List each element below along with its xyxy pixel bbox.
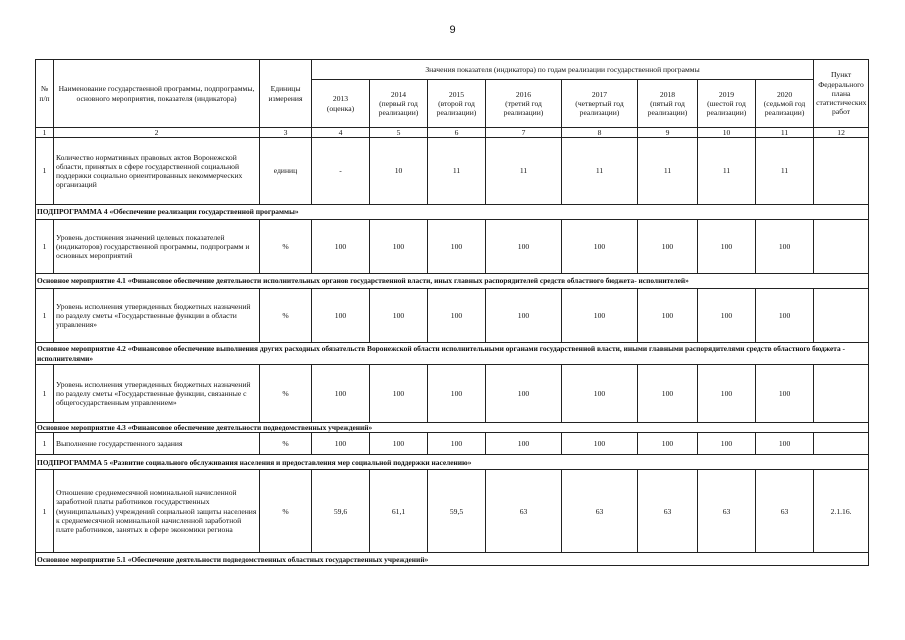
value-cell: 100: [428, 220, 486, 274]
indicator-name: Количество нормативных правовых актов Воронежской области, принятых в сфере государственной социальной поддержки социально ориентированных некоммерческих организаций: [54, 138, 260, 205]
row-number: 1: [36, 220, 54, 274]
table-row: [36, 470, 869, 553]
value-cell: 11: [698, 138, 756, 205]
value-cell: 100: [698, 220, 756, 274]
table-row: [36, 220, 869, 274]
value-cell: 63: [698, 470, 756, 553]
unit-cell: %: [260, 433, 312, 455]
section-title: Основное мероприятие 4.2 «Финансовое обеспечение выполнения других расходных обязательств Воронежской области исполнительными органами государственной власти, иными главными распорядителями средств областного бюджета - исполнителями»: [36, 343, 869, 365]
table-row: [36, 433, 869, 455]
fed-plan-cell: [814, 365, 869, 423]
value-cell: 11: [756, 138, 814, 205]
section-title: ПОДПРОГРАММА 5 «Развитие социального обслуживания населения и предоставления мер социальной поддержки населению»: [36, 455, 869, 470]
column-number: 11: [756, 128, 814, 138]
header-year-7: [756, 80, 814, 128]
header-year-1: [370, 80, 428, 128]
table-row: [36, 289, 869, 343]
section-row: [36, 205, 869, 220]
column-number: 9: [638, 128, 698, 138]
header-year-note: (оценка): [326, 103, 355, 113]
row-number: 1: [36, 433, 54, 455]
value-cell: 100: [370, 365, 428, 423]
value-cell: 100: [562, 433, 638, 455]
value-cell: 100: [486, 220, 562, 274]
fed-plan-cell: 2.1.16.: [814, 470, 869, 553]
header-name: Наименование государственной программы, подпрограммы, основного мероприятия, показателя (индикатора): [54, 60, 260, 128]
value-cell: 100: [312, 220, 370, 274]
indicators-table: [35, 59, 869, 566]
column-number: 1: [36, 128, 54, 138]
value-cell: 100: [638, 365, 698, 423]
row-number: 1: [36, 138, 54, 205]
header-year-3: [486, 80, 562, 128]
value-cell: -: [312, 138, 370, 205]
table-row: [36, 365, 869, 423]
value-cell: 100: [370, 289, 428, 343]
value-cell: 100: [638, 433, 698, 455]
value-cell: 100: [370, 433, 428, 455]
header-year-note: (первый год реализации): [378, 98, 419, 118]
value-cell: 100: [562, 365, 638, 423]
indicator-name: Отношение среднемесячной номинальной начисленной заработной платы работников государственных (муниципальных) учреждений социальной защиты населения к среднемесячной номинальной начисленной заработной плате работников, занятых в сфере экономики региона: [54, 470, 260, 553]
header-year-label: 2020: [776, 89, 793, 99]
header-fed-plan: Пункт Федерального плана статистических работ: [814, 60, 869, 128]
header-year-label: 2016: [515, 89, 532, 99]
value-cell: 100: [698, 433, 756, 455]
value-cell: 61,1: [370, 470, 428, 553]
value-cell: 11: [638, 138, 698, 205]
header-year-note: (седьмой год реализации): [763, 98, 806, 118]
column-numbers-row: [36, 128, 869, 138]
fed-plan-cell: [814, 220, 869, 274]
header-year-note: (третий год реализации): [503, 98, 544, 118]
value-cell: 11: [486, 138, 562, 205]
column-number: 12: [814, 128, 869, 138]
value-cell: 100: [698, 365, 756, 423]
value-cell: 100: [638, 220, 698, 274]
column-number: 5: [370, 128, 428, 138]
section-row: [36, 455, 869, 470]
value-cell: 63: [562, 470, 638, 553]
unit-cell: %: [260, 365, 312, 423]
value-cell: 100: [486, 289, 562, 343]
value-cell: 10: [370, 138, 428, 205]
value-cell: 100: [756, 220, 814, 274]
header-year-5: [638, 80, 698, 128]
value-cell: 63: [638, 470, 698, 553]
value-cell: 100: [428, 289, 486, 343]
section-title: Основное мероприятие 4.3 «Финансовое обеспечение деятельности подведомственных учреждений»: [36, 423, 869, 433]
column-number: 2: [54, 128, 260, 138]
column-number: 6: [428, 128, 486, 138]
section-title: Основное мероприятие 4.1 «Финансовое обеспечение деятельности исполнительных органов государственной власти, иных главных распорядителей средств областного бюджета- исполнителей»: [36, 274, 869, 289]
value-cell: 59,5: [428, 470, 486, 553]
column-number: 4: [312, 128, 370, 138]
header-year-label: 2017: [591, 89, 608, 99]
row-number: 1: [36, 470, 54, 553]
header-num: № п/п: [36, 60, 54, 128]
column-number: 7: [486, 128, 562, 138]
value-cell: 100: [698, 289, 756, 343]
column-number: 10: [698, 128, 756, 138]
table-body: [36, 138, 869, 566]
value-cell: 100: [486, 365, 562, 423]
table-row: [36, 138, 869, 205]
value-cell: 100: [756, 433, 814, 455]
value-cell: 100: [428, 365, 486, 423]
section-title: ПОДПРОГРАММА 4 «Обеспечение реализации государственной программы»: [36, 205, 869, 220]
section-row: [36, 423, 869, 433]
value-cell: 100: [756, 365, 814, 423]
header-year-note: (второй год реализации): [436, 98, 477, 118]
value-cell: 100: [312, 365, 370, 423]
column-number: 8: [562, 128, 638, 138]
value-cell: 11: [428, 138, 486, 205]
section-row: [36, 553, 869, 566]
header-year-0: [312, 80, 370, 128]
header-year-label: 2019: [718, 89, 735, 99]
header-year-label: 2015: [448, 89, 465, 99]
value-cell: 100: [312, 433, 370, 455]
indicator-name: Уровень исполнения утвержденных бюджетных назначений по разделу сметы «Государственные функции, связанные с общегосударственным управлением»: [54, 365, 260, 423]
indicator-name: Уровень исполнения утвержденных бюджетных назначений по разделу сметы «Государственные функции в области управления»: [54, 289, 260, 343]
section-row: [36, 343, 869, 365]
header-year-label: 2018: [659, 89, 676, 99]
header-year-2: [428, 80, 486, 128]
header-year-note: (шестой год реализации): [706, 98, 747, 118]
unit-cell: %: [260, 220, 312, 274]
header-year-label: 2013: [332, 94, 349, 104]
value-cell: 100: [638, 289, 698, 343]
row-number: 1: [36, 365, 54, 423]
value-cell: 100: [756, 289, 814, 343]
header-unit: Единицы измерения: [260, 60, 312, 128]
value-cell: 100: [562, 289, 638, 343]
fed-plan-cell: [814, 138, 869, 205]
header-year-note: (четвертый год реализации): [575, 98, 624, 118]
fed-plan-cell: [814, 433, 869, 455]
header-year-4: [562, 80, 638, 128]
section-row: [36, 274, 869, 289]
value-cell: 63: [486, 470, 562, 553]
value-cell: 11: [562, 138, 638, 205]
page-number: 9: [449, 24, 456, 36]
value-cell: 100: [370, 220, 428, 274]
fed-plan-cell: [814, 289, 869, 343]
column-number: 3: [260, 128, 312, 138]
section-title: Основное мероприятие 5.1 «Обеспечение деятельности подведомственных областных государственных учреждений»: [36, 553, 869, 566]
indicator-name: Уровень достижения значений целевых показателей (индикаторов) государственной программы, подпрограмм и основных мероприятий: [54, 220, 260, 274]
header-values-group: Значения показателя (индикатора) по годам реализации государственной программы: [312, 60, 814, 80]
value-cell: 59,6: [312, 470, 370, 553]
header-year-note: (пятый год реализации): [647, 98, 688, 118]
unit-cell: %: [260, 470, 312, 553]
value-cell: 100: [562, 220, 638, 274]
header-year-6: [698, 80, 756, 128]
header-year-label: 2014: [390, 89, 407, 99]
unit-cell: единиц: [260, 138, 312, 205]
value-cell: 100: [428, 433, 486, 455]
unit-cell: %: [260, 289, 312, 343]
indicator-name: Выполнение государственного задания: [54, 433, 260, 455]
value-cell: 100: [312, 289, 370, 343]
value-cell: 63: [756, 470, 814, 553]
row-number: 1: [36, 289, 54, 343]
value-cell: 100: [486, 433, 562, 455]
